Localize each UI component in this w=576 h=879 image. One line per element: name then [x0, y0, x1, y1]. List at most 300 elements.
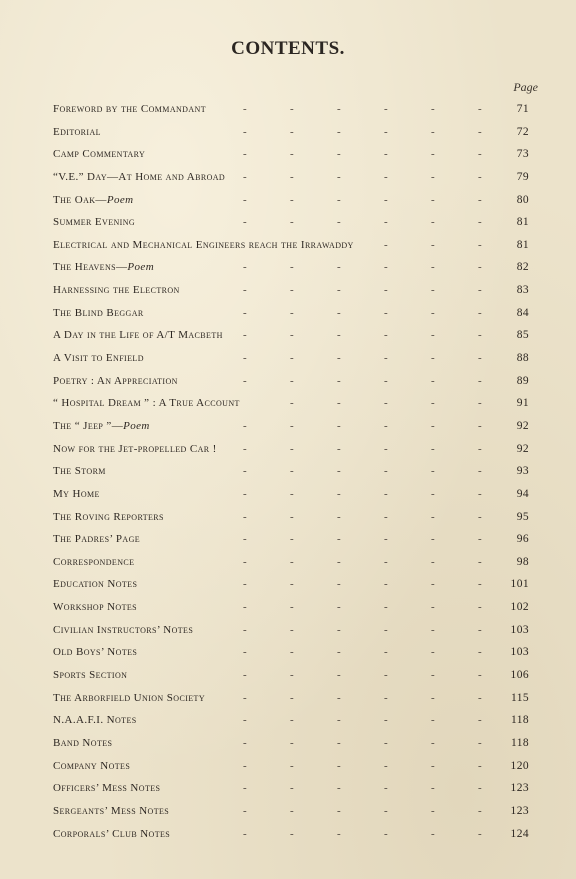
leader-dash: -: [478, 669, 483, 682]
leader-dash: -: [431, 827, 436, 840]
toc-entry-page-number: 79: [516, 170, 529, 183]
toc-entry-page-number: 72: [516, 125, 529, 138]
leader-dash: -: [431, 487, 436, 500]
leader-dash: -: [337, 193, 342, 206]
leader-dash: -: [337, 759, 342, 772]
toc-entry: [53, 166, 529, 189]
leader-dash: -: [290, 170, 295, 183]
leader-dash: -: [337, 691, 342, 704]
toc-entry-title: [53, 324, 223, 347]
toc-entry-title-text: Foreword by the Commandant: [53, 103, 206, 115]
leader-dash: -: [290, 714, 295, 727]
leader-dash: -: [478, 691, 483, 704]
toc-entry-page-number: 83: [516, 284, 529, 297]
toc-entry: [53, 143, 529, 166]
leader-dash: -: [384, 533, 389, 546]
leader-dash: -: [384, 510, 389, 523]
leader-dash: -: [337, 714, 342, 727]
toc-entry-page-number: 82: [516, 261, 529, 274]
leader-dash: -: [243, 691, 248, 704]
toc-entry-title-text: Band Notes: [53, 736, 113, 749]
leader-dash: -: [384, 759, 389, 772]
toc-entry-title: [53, 189, 134, 212]
toc-entry-title-text: The “ Jeep ”—: [53, 419, 124, 432]
toc-entry-title: [53, 755, 130, 778]
leader-dash: -: [478, 578, 483, 591]
toc-entry-title-text: “V.E.” Day—At Home and Abroad: [53, 170, 226, 183]
leader-dash: -: [384, 284, 389, 297]
toc-entry-title-text: Workshop Notes: [53, 601, 138, 614]
toc-entry-title: [53, 800, 169, 823]
leader-dash: -: [243, 465, 248, 478]
leader-dash: -: [337, 261, 342, 274]
leader-dash: -: [431, 646, 436, 659]
leader-dash: -: [478, 759, 483, 772]
leader-dash: -: [384, 804, 389, 817]
leader-dash: -: [290, 442, 295, 455]
toc-entry-title-text: Summer Evening: [53, 216, 136, 229]
leader-dash: -: [243, 646, 248, 659]
leader-dash: -: [243, 510, 248, 523]
leader-dash: -: [243, 827, 248, 840]
toc-entry-title: [53, 438, 217, 461]
leader-dash: -: [431, 170, 436, 183]
leader-dash: -: [431, 623, 436, 636]
toc-entry-page-number: 101: [510, 578, 529, 591]
toc-entry-page-number: 73: [516, 148, 529, 161]
toc-entry: [53, 823, 529, 846]
toc-entry-title: [53, 415, 150, 438]
leader-dash: -: [243, 103, 248, 115]
toc-entry: [53, 256, 529, 279]
leader-dash: -: [243, 125, 248, 138]
leader-dash: -: [290, 555, 295, 568]
toc-entry: [53, 460, 529, 483]
leader-dash: -: [337, 555, 342, 568]
leader-dash: -: [384, 193, 389, 206]
toc-entry-title: [53, 256, 154, 279]
toc-entry-page-number: 89: [516, 374, 529, 387]
leader-dash: -: [478, 623, 483, 636]
leader-dash: -: [337, 442, 342, 455]
toc-entry-title: [53, 234, 354, 257]
leader-dash: -: [243, 261, 248, 274]
toc-entry-title-text: Company Notes: [53, 759, 131, 772]
leader-dash: -: [478, 170, 483, 183]
leader-dash: -: [243, 329, 248, 342]
toc-entry: [53, 506, 529, 529]
leader-dash: -: [243, 216, 248, 229]
leader-dash: -: [384, 170, 389, 183]
leader-dash: -: [384, 714, 389, 727]
leader-dash: -: [384, 148, 389, 161]
toc-entry-title: [53, 573, 137, 596]
leader-dash: -: [337, 646, 342, 659]
leader-dash: -: [431, 510, 436, 523]
page-title: CONTENTS.: [231, 38, 345, 59]
toc-entry-title-text: My Home: [53, 487, 100, 500]
toc-entry-page-number: 103: [510, 646, 529, 659]
toc-entry-title: [53, 166, 225, 189]
toc-entry: [53, 777, 529, 800]
toc-entry-title: [53, 302, 144, 325]
leader-dash: -: [243, 533, 248, 546]
toc-entry-title-text: The Heavens—: [53, 261, 128, 274]
toc-entry-title: [53, 596, 137, 619]
table-of-contents: [53, 98, 529, 845]
leader-dash: -: [337, 510, 342, 523]
leader-dash: -: [431, 352, 436, 365]
leader-dash: -: [431, 804, 436, 817]
toc-entry: [53, 121, 529, 144]
leader-dash: -: [243, 352, 248, 365]
leader-dash: -: [290, 125, 295, 138]
toc-entry-page-number: 118: [510, 714, 529, 727]
toc-entry-page-number: 85: [516, 329, 529, 342]
leader-dash: -: [290, 374, 295, 387]
toc-entry-title: [53, 347, 144, 370]
leader-dash: -: [431, 148, 436, 161]
toc-entry-title-text: Sports Section: [53, 669, 128, 682]
toc-entry: [53, 189, 529, 212]
leader-dash: -: [431, 669, 436, 682]
leader-dash: -: [290, 736, 295, 749]
leader-dash: -: [337, 804, 342, 817]
toc-entry-title: [53, 777, 160, 800]
toc-entry-title: [53, 619, 193, 642]
toc-entry-title-text: The Storm: [53, 465, 106, 478]
leader-dash: -: [431, 691, 436, 704]
leader-dash: -: [431, 736, 436, 749]
leader-dash: -: [478, 442, 483, 455]
toc-entry: [53, 619, 529, 642]
leader-dash: -: [431, 397, 436, 410]
leader-dash: -: [337, 170, 342, 183]
leader-dash: -: [431, 442, 436, 455]
leader-dash: -: [431, 103, 436, 115]
leader-dash: -: [384, 646, 389, 659]
toc-entry-title-text: Old Boys’ Notes: [53, 646, 138, 659]
leader-dash: -: [337, 487, 342, 500]
leader-dash: -: [478, 329, 483, 342]
leader-dash: -: [243, 170, 248, 183]
leader-dash: -: [478, 193, 483, 206]
leader-dash: -: [478, 306, 483, 319]
leader-dash: -: [290, 284, 295, 297]
leader-dash: -: [431, 419, 436, 432]
toc-entry-title: [53, 460, 106, 483]
leader-dash: -: [243, 284, 248, 297]
toc-entry-title-text: The Padres’ Page: [53, 533, 141, 546]
toc-entry: [53, 800, 529, 823]
toc-entry: [53, 732, 529, 755]
toc-entry-title: [53, 528, 140, 551]
toc-entry: [53, 664, 529, 687]
leader-dash: -: [431, 782, 436, 795]
leader-dash: -: [431, 759, 436, 772]
toc-entry-title-text: Sergeants’ Mess Notes: [53, 804, 170, 817]
leader-dash: -: [337, 103, 342, 115]
leader-dash: -: [290, 103, 295, 115]
toc-entry-title: [53, 211, 135, 234]
toc-entry-poem-label: Poem: [106, 193, 134, 206]
toc-entry-title-text: Editorial: [53, 125, 101, 138]
leader-dash: -: [243, 193, 248, 206]
leader-dash: -: [478, 510, 483, 523]
leader-dash: -: [431, 555, 436, 568]
toc-entry-title-text: Corporals’ Club Notes: [53, 827, 171, 840]
leader-dash: -: [384, 397, 389, 410]
leader-dash: -: [384, 442, 389, 455]
leader-dash: -: [337, 419, 342, 432]
leader-dash: -: [243, 442, 248, 455]
leader-dash: -: [478, 238, 483, 251]
leader-dash: -: [478, 125, 483, 138]
leader-dash: -: [290, 306, 295, 319]
leader-dash: -: [290, 691, 295, 704]
toc-entry-title-text: A Visit to Enfield: [53, 352, 144, 365]
toc-entry-title-text: Officers’ Mess Notes: [53, 782, 161, 795]
leader-dash: -: [478, 284, 483, 297]
leader-dash: -: [290, 782, 295, 795]
leader-dash: -: [384, 827, 389, 840]
toc-entry-title-text: Poetry : An Appreciation: [53, 374, 178, 387]
leader-dash: -: [478, 646, 483, 659]
leader-dash: -: [431, 329, 436, 342]
toc-entry-title-text: Camp Commentary: [53, 148, 146, 161]
leader-dash: -: [431, 306, 436, 319]
leader-dash: -: [478, 465, 483, 478]
leader-dash: -: [337, 736, 342, 749]
toc-entry: [53, 324, 529, 347]
toc-entry-page-number: 98: [516, 555, 529, 568]
toc-entry-page-number: 115: [510, 691, 529, 704]
leader-dash: -: [431, 533, 436, 546]
toc-entry-page-number: 103: [510, 623, 529, 636]
toc-entry-title-text: Harnessing the Electron: [53, 284, 180, 297]
leader-dash: -: [431, 578, 436, 591]
toc-entry-page-number: 80: [516, 193, 529, 206]
leader-dash: -: [384, 669, 389, 682]
toc-entry: [53, 573, 529, 596]
leader-dash: -: [243, 555, 248, 568]
toc-entry-title: [53, 551, 134, 574]
leader-dash: -: [431, 374, 436, 387]
leader-dash: -: [384, 374, 389, 387]
toc-entry-page-number: 92: [516, 442, 529, 455]
leader-dash: -: [337, 374, 342, 387]
leader-dash: -: [384, 465, 389, 478]
leader-dash: -: [337, 782, 342, 795]
leader-dash: -: [243, 623, 248, 636]
toc-entry-page-number: 120: [510, 759, 529, 772]
toc-entry-page-number: 118: [510, 736, 529, 749]
leader-dash: -: [337, 306, 342, 319]
toc-entry-page-number: 93: [516, 465, 529, 478]
leader-dash: -: [243, 804, 248, 817]
toc-entry: [53, 483, 529, 506]
leader-dash: -: [431, 601, 436, 614]
leader-dash: -: [243, 578, 248, 591]
page-column-label: Page: [513, 80, 538, 94]
leader-dash: -: [337, 148, 342, 161]
leader-dash: -: [290, 601, 295, 614]
leader-dash: -: [384, 578, 389, 591]
leader-dash: -: [290, 397, 295, 410]
toc-entry: [53, 687, 529, 710]
leader-dash: -: [478, 714, 483, 727]
leader-dash: -: [243, 148, 248, 161]
toc-entry-page-number: 81: [516, 216, 529, 229]
leader-dash: -: [290, 216, 295, 229]
toc-entry-page-number: 92: [516, 419, 529, 432]
leader-dash: -: [337, 284, 342, 297]
leader-dash: -: [478, 533, 483, 546]
toc-entry-title: [53, 279, 180, 302]
leader-dash: -: [431, 216, 436, 229]
leader-dash: -: [337, 623, 342, 636]
toc-entry: [53, 596, 529, 619]
leader-dash: -: [290, 827, 295, 840]
leader-dash: -: [478, 487, 483, 500]
leader-dash: -: [384, 352, 389, 365]
leader-dash: -: [337, 125, 342, 138]
leader-dash: -: [478, 782, 483, 795]
leader-dash: -: [478, 261, 483, 274]
leader-dash: -: [290, 759, 295, 772]
leader-dash: -: [243, 306, 248, 319]
toc-entry-title: [53, 370, 178, 393]
leader-dash: -: [478, 374, 483, 387]
toc-entry: [53, 755, 529, 778]
leader-dash: -: [337, 216, 342, 229]
toc-entry-page-number: 95: [516, 510, 529, 523]
toc-entry-page-number: 106: [510, 669, 529, 682]
toc-entry: [53, 211, 529, 234]
toc-entry: [53, 551, 529, 574]
toc-entry-title-text: Electrical and Mechanical Engineers reach the Irrawaddy: [53, 238, 354, 251]
leader-dash: -: [478, 827, 483, 840]
leader-dash: -: [384, 103, 389, 115]
toc-entry-title: [53, 687, 205, 710]
leader-dash: -: [290, 510, 295, 523]
leader-dash: -: [431, 284, 436, 297]
toc-entry-title-text: Civilian Instructors’ Notes: [53, 623, 194, 636]
leader-dash: -: [290, 352, 295, 365]
leader-dash: -: [478, 601, 483, 614]
toc-entry-page-number: 94: [516, 487, 529, 500]
leader-dash: -: [243, 759, 248, 772]
toc-entry-title: [53, 709, 137, 732]
leader-dash: -: [243, 714, 248, 727]
toc-entry-title-text: Correspondence: [53, 555, 135, 568]
toc-entry-title: [53, 732, 112, 755]
toc-entry: [53, 528, 529, 551]
leader-dash: -: [431, 238, 436, 251]
leader-dash: -: [337, 578, 342, 591]
toc-entry-title-text: The Blind Beggar: [53, 306, 144, 319]
toc-entry-page-number: 81: [516, 238, 529, 251]
leader-dash: -: [478, 555, 483, 568]
leader-dash: -: [243, 487, 248, 500]
leader-dash: -: [290, 578, 295, 591]
toc-entry-page-number: 124: [510, 827, 529, 840]
leader-dash: -: [384, 419, 389, 432]
leader-dash: -: [290, 465, 295, 478]
toc-entry-title: [53, 392, 240, 415]
toc-entry-page-number: 84: [516, 306, 529, 319]
leader-dash: -: [243, 419, 248, 432]
toc-entry-title-text: N.A.A.F.I. Notes: [53, 714, 137, 727]
toc-entry-title: [53, 121, 101, 144]
toc-entry-poem-label: Poem: [127, 261, 155, 274]
toc-entry-page-number: 123: [510, 782, 529, 795]
leader-dash: -: [478, 352, 483, 365]
toc-entry-page-number: 91: [516, 397, 529, 410]
leader-dash: -: [384, 306, 389, 319]
leader-dash: -: [478, 216, 483, 229]
leader-dash: -: [431, 193, 436, 206]
leader-dash: -: [337, 601, 342, 614]
toc-entry: [53, 279, 529, 302]
toc-entry-page-number: 102: [510, 601, 529, 614]
toc-entry-title: [53, 823, 170, 846]
leader-dash: -: [290, 669, 295, 682]
toc-entry: [53, 392, 529, 415]
toc-entry-title: [53, 143, 145, 166]
leader-dash: -: [243, 669, 248, 682]
toc-entry-title-text: The Oak—: [53, 193, 107, 206]
leader-dash: -: [290, 329, 295, 342]
toc-entry-title: [53, 98, 206, 121]
leader-dash: -: [337, 827, 342, 840]
leader-dash: -: [243, 601, 248, 614]
toc-entry-poem-label: Poem: [123, 419, 150, 432]
leader-dash: -: [384, 329, 389, 342]
toc-entry: [53, 98, 529, 121]
toc-entry-page-number: 71: [516, 103, 529, 115]
leader-dash: -: [384, 125, 389, 138]
leader-dash: -: [431, 125, 436, 138]
toc-entry-title-text: The Arborfield Union Society: [53, 691, 206, 704]
leader-dash: -: [290, 623, 295, 636]
toc-entry-title: [53, 664, 127, 687]
toc-entry: [53, 415, 529, 438]
leader-dash: -: [337, 533, 342, 546]
leader-dash: -: [337, 352, 342, 365]
leader-dash: -: [431, 714, 436, 727]
leader-dash: -: [290, 261, 295, 274]
leader-dash: -: [478, 148, 483, 161]
leader-dash: -: [384, 216, 389, 229]
leader-dash: -: [478, 103, 483, 115]
toc-entry: [53, 347, 529, 370]
toc-entry-page-number: 96: [516, 533, 529, 546]
leader-dash: -: [290, 646, 295, 659]
leader-dash: -: [478, 804, 483, 817]
leader-dash: -: [384, 487, 389, 500]
leader-dash: -: [290, 193, 295, 206]
leader-dash: -: [384, 238, 389, 251]
toc-entry-title: [53, 641, 137, 664]
toc-entry: [53, 438, 529, 461]
leader-dash: -: [478, 397, 483, 410]
leader-dash: -: [243, 782, 248, 795]
leader-dash: -: [290, 533, 295, 546]
leader-dash: -: [337, 465, 342, 478]
leader-dash: -: [384, 782, 389, 795]
leader-dash: -: [384, 736, 389, 749]
